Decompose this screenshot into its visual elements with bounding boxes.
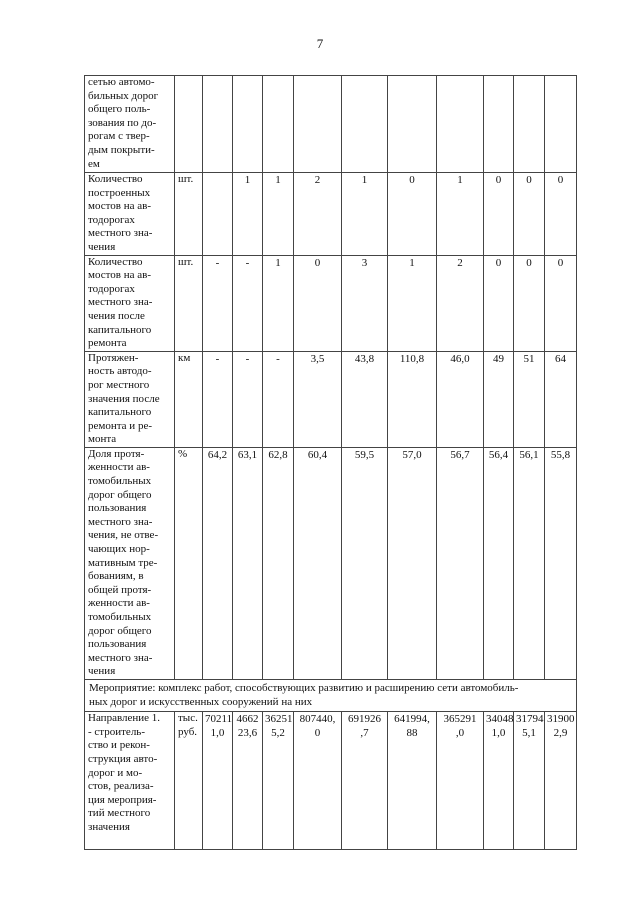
- value-cell: 60,4: [294, 447, 342, 679]
- value-cell: 3: [342, 255, 388, 351]
- value-cell: 49: [484, 351, 514, 447]
- value-cell: 56,4: [484, 447, 514, 679]
- value-cell: -: [233, 351, 263, 447]
- value-cell: 0: [545, 255, 577, 351]
- unit-cell: тыс. руб.: [175, 712, 203, 850]
- table-row: [85, 76, 577, 173]
- value-cell: 691926 ,7: [342, 712, 388, 850]
- unit-cell: шт.: [175, 255, 203, 351]
- value-cell: 70211 1,0: [203, 712, 233, 850]
- value-cell: 64: [545, 351, 577, 447]
- value-cell: 36251 5,2: [263, 712, 294, 850]
- value-cell: [233, 76, 263, 173]
- value-cell: 31794 5,1: [514, 712, 545, 850]
- value-cell: -: [233, 255, 263, 351]
- value-cell: 1: [342, 173, 388, 256]
- value-cell: [203, 76, 233, 173]
- indicator-label: Количество построенных мостов на ав- тодорогах местного зна- чения: [85, 173, 175, 256]
- value-cell: -: [203, 351, 233, 447]
- table-row: [85, 351, 577, 447]
- value-cell: 56,1: [514, 447, 545, 679]
- value-cell: 1: [263, 173, 294, 256]
- event-row: [85, 679, 577, 711]
- value-cell: [388, 76, 437, 173]
- value-cell: 62,8: [263, 447, 294, 679]
- value-cell: 4662 23,6: [233, 712, 263, 850]
- value-cell: 1: [263, 255, 294, 351]
- value-cell: [514, 76, 545, 173]
- value-cell: 34048 1,0: [484, 712, 514, 850]
- value-cell: 1: [437, 173, 484, 256]
- value-cell: [203, 173, 233, 256]
- value-cell: 3,5: [294, 351, 342, 447]
- value-cell: 0: [294, 255, 342, 351]
- unit-cell: шт.: [175, 173, 203, 256]
- value-cell: 0: [545, 173, 577, 256]
- indicator-label: Количество мостов на ав- тодорогах местного зна- чения после капитального ремонта: [85, 255, 175, 351]
- unit-cell: [175, 76, 203, 173]
- value-cell: 56,7: [437, 447, 484, 679]
- indicator-label: Доля протя- женности ав- томобильных дорог общего пользования местного зна- чения, не отве- чающих нор- мативным тре- бованиям, в общей протя- женности ав- томобильных дорог общего пользования местного зна- чения: [85, 447, 175, 679]
- value-cell: [545, 76, 577, 173]
- value-cell: 51: [514, 351, 545, 447]
- page-number: 7: [316, 36, 324, 51]
- table-row: [85, 255, 577, 351]
- value-cell: [484, 76, 514, 173]
- value-cell: [294, 76, 342, 173]
- value-cell: 807440, 0: [294, 712, 342, 850]
- value-cell: [263, 76, 294, 173]
- event-description: Мероприятие: комплекс работ, способствующих развитию и расширению сети автомобиль- ных дорог и искусственных сооружений на них: [85, 679, 577, 711]
- value-cell: 59,5: [342, 447, 388, 679]
- value-cell: 57,0: [388, 447, 437, 679]
- unit-cell: %: [175, 447, 203, 679]
- value-cell: -: [203, 255, 233, 351]
- direction-label: Направление 1. - строитель- ство и рекон- струкция авто- дорог и мо- стов, реализа- ция мероприя- тий местного значения: [85, 712, 175, 850]
- value-cell: 2: [294, 173, 342, 256]
- value-cell: 0: [484, 255, 514, 351]
- value-cell: 64,2: [203, 447, 233, 679]
- value-cell: 43,8: [342, 351, 388, 447]
- value-cell: 31900 2,9: [545, 712, 577, 850]
- table-row: [85, 447, 577, 679]
- value-cell: [437, 76, 484, 173]
- value-cell: 110,8: [388, 351, 437, 447]
- value-cell: 0: [514, 173, 545, 256]
- value-cell: 63,1: [233, 447, 263, 679]
- value-cell: 2: [437, 255, 484, 351]
- value-cell: 46,0: [437, 351, 484, 447]
- table-row: [85, 712, 577, 850]
- value-cell: 0: [484, 173, 514, 256]
- value-cell: 365291 ,0: [437, 712, 484, 850]
- value-cell: 55,8: [545, 447, 577, 679]
- value-cell: 1: [233, 173, 263, 256]
- value-cell: 0: [388, 173, 437, 256]
- value-cell: 0: [514, 255, 545, 351]
- indicators-table: [84, 75, 577, 850]
- value-cell: 1: [388, 255, 437, 351]
- value-cell: 641994, 88: [388, 712, 437, 850]
- value-cell: -: [263, 351, 294, 447]
- value-cell: [342, 76, 388, 173]
- indicator-label: Протяжен- ность автодо- рог местного значения после капитального ремонта и ре- монта: [85, 351, 175, 447]
- table-row: [85, 173, 577, 256]
- indicator-label: сетью автомо- бильных дорог общего поль- зования по до- рогам с твер- дым покрыти- ем: [85, 76, 175, 173]
- unit-cell: км: [175, 351, 203, 447]
